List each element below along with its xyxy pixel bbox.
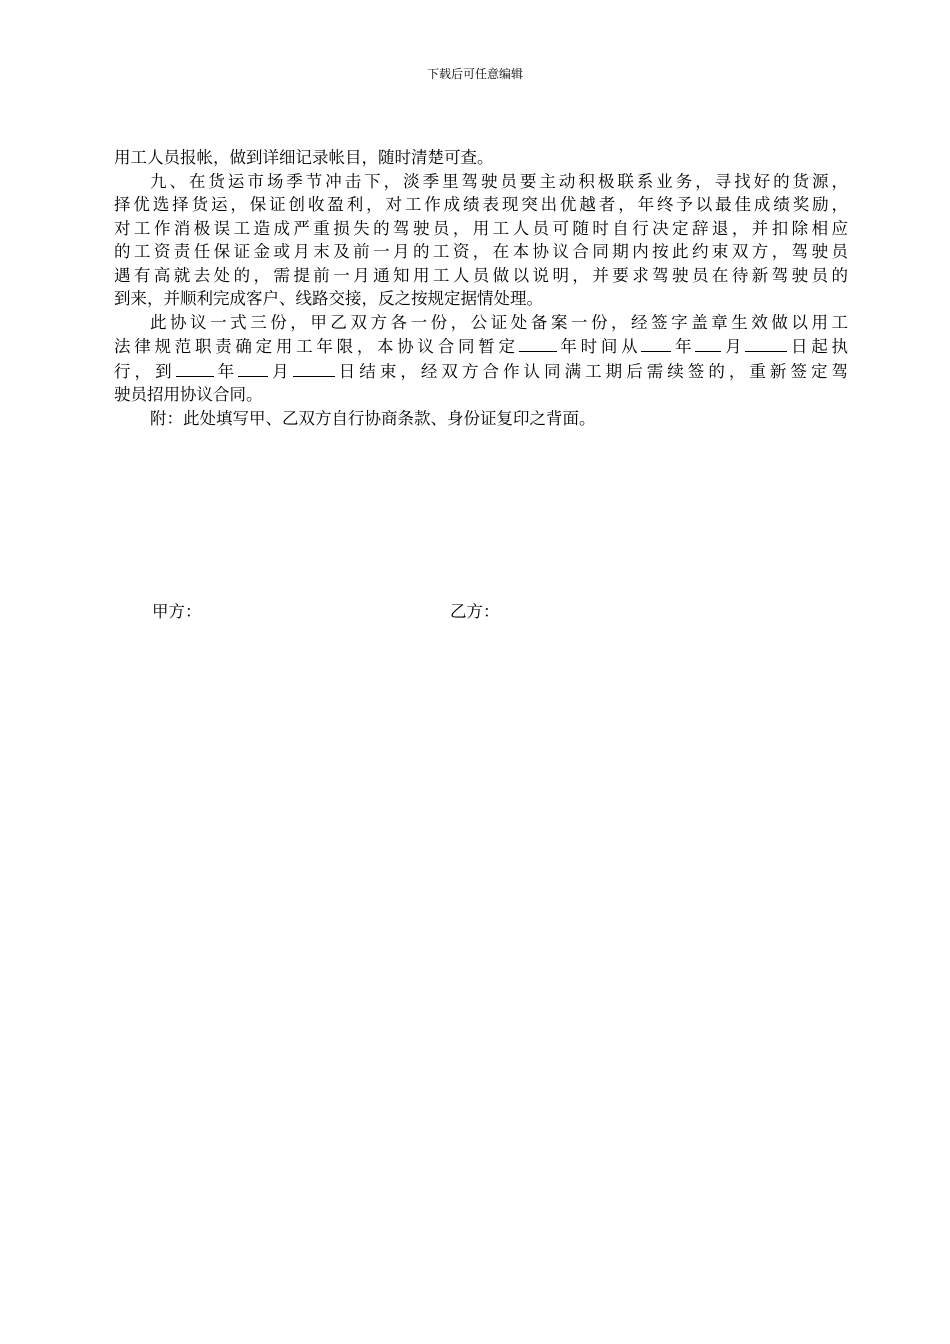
agreement-text: 月 [721,337,746,356]
paragraph-continuation: 用工人员报帐，做到详细记录帐目，随时清楚可查。 [114,148,494,167]
appendix-note: 附：此处填写甲、乙双方自行协商条款、身份证复印之背面。 [150,408,596,428]
agreement-text: 年 [213,361,239,381]
clause-nine-line-4: 的工资责任保证金或月末及前一月的工资，在本协议合同期内按此约束双方，驾驶员 [114,242,848,261]
agreement-text: 日结束，经双方合作认同满工期后需续签的，重新签定驾 [334,361,848,381]
clause-nine-line-3: 对工作消极误工造成严重损失的驾驶员，用工人员可随时自行决定辞退，并扣除相应 [114,218,848,238]
party-a-signature-label: 甲方： [152,602,202,621]
clause-nine-line-2: 择优选择货运，保证创收盈利，对工作成绩表现突出优越者，年终予以最佳成绩奖励， [114,195,848,214]
agreement-text: 年时间从 [556,337,642,356]
party-b-signature-label: 乙方： [450,602,500,621]
agreement-line-2 [114,334,848,359]
agreement-line-4: 驶员招用协议合同。 [114,385,263,404]
blank-years-field[interactable] [519,334,557,352]
blank-start-month-field[interactable] [695,334,721,352]
blank-end-year-field[interactable] [176,359,214,377]
blank-end-day-field[interactable] [293,359,335,377]
agreement-line-1: 此协议一式三份，甲乙双方各一份，公证处备案一份，经签字盖章生效做以用工 [150,312,848,332]
document-body [114,146,848,430]
page-header-note: 下载后可任意编辑 [426,67,523,81]
clause-nine-line-6: 到来，并顺利完成客户、线路交接，反之按规定据情处理。 [114,289,543,308]
clause-nine-line-1: 九、在货运市场季节冲击下，淡季里驾驶员要主动积极联系业务，寻找好的货源， [150,171,848,191]
agreement-text: 法律规范职责确定用工年限，本协议合同暂定 [114,337,519,356]
agreement-text: 日起执 [787,337,848,356]
agreement-text: 年 [671,337,696,356]
blank-start-year-field[interactable] [641,334,671,352]
clause-nine-line-5: 遇有高就去处的，需提前一月通知用工人员做以说明，并要求驾驶员在待新驾驶员的 [114,265,848,285]
agreement-text: 行，到 [114,361,176,381]
blank-start-day-field[interactable] [745,334,787,352]
blank-end-month-field[interactable] [238,359,268,377]
agreement-line-3 [114,359,848,384]
agreement-text: 月 [268,361,293,381]
